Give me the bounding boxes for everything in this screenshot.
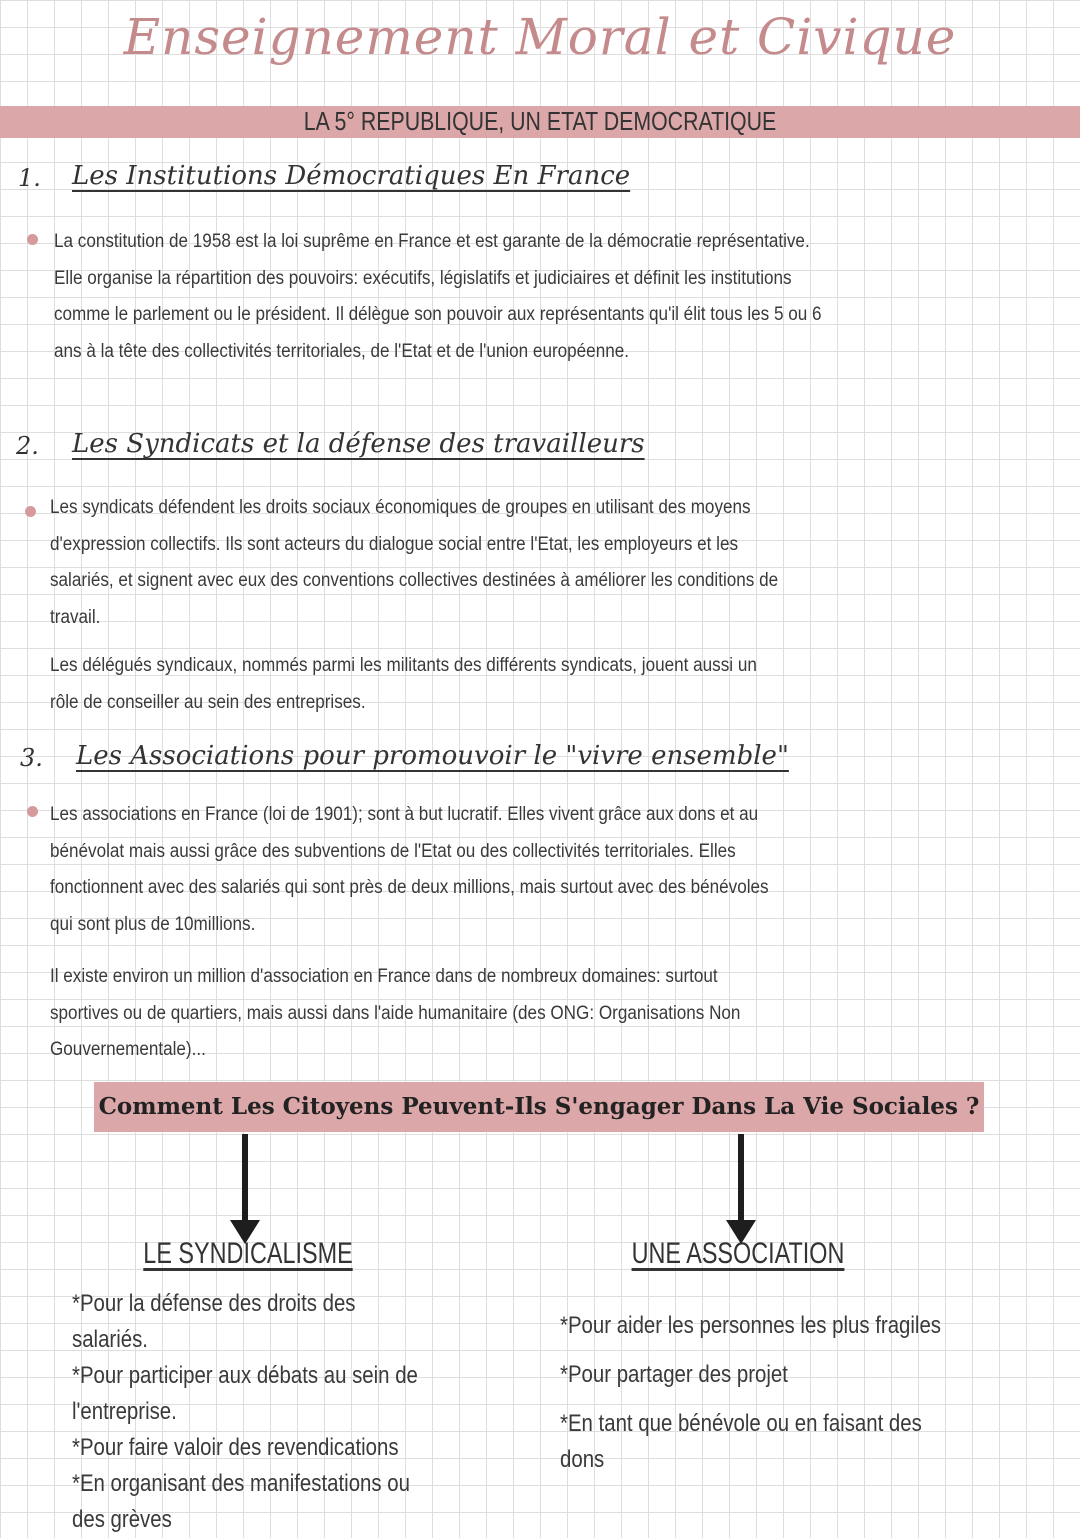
section-1-title: Les Institutions Démocratiques En France — [72, 161, 631, 191]
section-3-paragraph-1: Les associations en France (loi de 1901); sont à but lucratif. Elles vivent grâce aux dons et au bénévolat mais aussi grâce des subventions de l'Etat ou des collectivités territoriales. Elles fonctionnent avec des salariés qui sont près de deux millions, mais surtout avec des bénévoles qui sont plus de 10millions. — [50, 804, 769, 935]
section-3-paragraph-2: Il existe environ un million d'association en France dans de nombreux domaines: surtout sportives ou de quartiers, mais aussi dans l'aide humanitaire (des ONG: Organisations Non Gouvernementale)... — [50, 966, 741, 1060]
syndicalisme-list — [72, 1286, 429, 1538]
section-3-body — [50, 797, 779, 1069]
list-item: *Pour participer aux débats au sein de l'entreprise. — [72, 1362, 418, 1425]
section-2-paragraph-2: Les délégués syndicaux, nommés parmi les militants des différents syndicats, jouent aussi un rôle de conseiller au sein des entreprises. — [50, 655, 757, 713]
list-item: *Pour faire valoir des revendications — [72, 1434, 399, 1461]
section-2-bullet — [25, 506, 36, 517]
section-2-body — [50, 490, 788, 721]
arrow-down-icon-left-shaft — [242, 1134, 248, 1228]
list-item: *Pour aider les personnes les plus fragiles — [560, 1312, 942, 1339]
association-title: UNE ASSOCIATION — [631, 1237, 845, 1270]
page-subtitle: LA 5° REPUBLIQUE, UN ETAT DEMOCRATIQUE — [303, 106, 777, 136]
page-title: Enseignement Moral et Civique — [123, 8, 957, 66]
question-heading: Comment Les Citoyens Peuvent-Ils S'engager Dans La Vie Sociales ? — [98, 1093, 980, 1120]
section-2-number: 2. — [16, 432, 39, 460]
list-item: *Pour la défense des droits des salariés. — [72, 1290, 356, 1353]
section-2-title: Les Syndicats et la défense des travailleurs — [72, 429, 645, 459]
section-2-paragraph-1: Les syndicats défendent les droits sociaux économiques de groupes en utilisant des moyens d'expression collectifs. Ils sont acteurs du dialogue social entre l'Etat, les employeurs et les salariés, et signent avec eux des conventions collectives destinées à améliorer les conditions de travail. — [50, 497, 779, 628]
section-3-bullet — [27, 806, 38, 817]
list-item: *En tant que bénévole ou en faisant des dons — [560, 1410, 922, 1473]
section-1-bullet — [27, 234, 38, 245]
section-3-title: Les Associations pour promouvoir le "vivre ensemble" — [76, 741, 789, 771]
list-item: *Pour partager des projet — [560, 1361, 788, 1388]
section-3-number: 3. — [20, 744, 43, 772]
section-1-paragraph-1: La constitution de 1958 est la loi suprême en France et est garante de la démocratie représentative. Elle organise la répartition des pouvoirs: exécutifs, législatifs et judiciaires et définit les institutions comme le parlement ou le président. Il délègue son pouvoir aux représentants qu'il élit tous les 5 ou 6 ans à la tête des collectivités territoriales, de l'Etat et de l'union européenne. — [54, 231, 822, 362]
list-item: *En organisant des manifestations ou des grèves — [72, 1470, 410, 1533]
section-1-number: 1. — [18, 164, 41, 192]
syndicalisme-title: LE SYNDICALISME — [143, 1237, 353, 1270]
arrow-down-icon-right-shaft — [738, 1134, 744, 1228]
section-1-body — [54, 224, 837, 370]
association-list — [560, 1308, 951, 1491]
